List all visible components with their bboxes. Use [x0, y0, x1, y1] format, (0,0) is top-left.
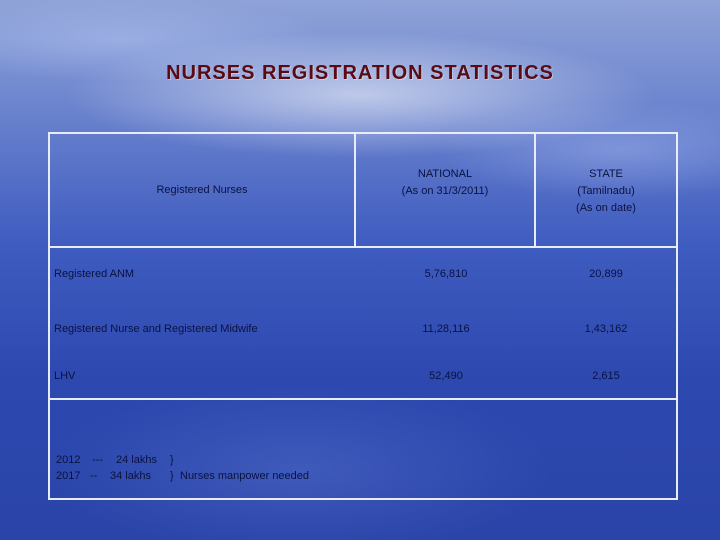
header-state — [536, 166, 676, 217]
footer-value-2012: 24 lakhs — [116, 454, 157, 466]
row-lhv-national: 52,490 — [429, 370, 463, 382]
header-national-date: (As on 31/3/2011) — [401, 185, 489, 197]
footer-brace-2012: } — [170, 454, 174, 466]
header-divider — [50, 246, 676, 248]
footer-manpower-note: Nurses manpower needed — [180, 470, 310, 482]
header-state-region: (Tamilnadu) — [577, 185, 635, 197]
row-label-anm: Registered ANM — [54, 268, 135, 280]
footer-dash-2012: --- — [92, 454, 103, 466]
row-anm-state: 20,899 — [589, 268, 623, 280]
row-label-rn-rm: Registered Nurse and Registered Midwife — [54, 323, 258, 335]
header-national — [356, 166, 534, 200]
row-lhv-state: 2,615 — [592, 370, 620, 382]
page-title: NURSES REGISTRATION STATISTICS — [166, 62, 554, 84]
header-national-title: NATIONAL — [417, 168, 473, 180]
header-state-title: STATE — [589, 168, 623, 180]
row-anm-national: 5,76,810 — [424, 268, 468, 280]
footer-year-2017: 2017 — [56, 470, 81, 482]
row-rn-rm-national: 11,28,116 — [422, 323, 470, 335]
footer-dash-2017: -- — [90, 470, 98, 482]
footer-year-2012: 2012 — [56, 454, 81, 466]
header-registered-nurses: Registered Nurses — [156, 184, 248, 196]
header-state-date: (As on date) — [576, 202, 636, 214]
row-rn-rm-state: 1,43,162 — [584, 323, 628, 335]
footer-brace-2017: } — [170, 470, 174, 482]
rows-divider — [50, 398, 676, 400]
statistics-table — [48, 132, 678, 500]
row-label-lhv: LHV — [54, 370, 76, 382]
footer-value-2017: 34 lakhs — [110, 470, 151, 482]
